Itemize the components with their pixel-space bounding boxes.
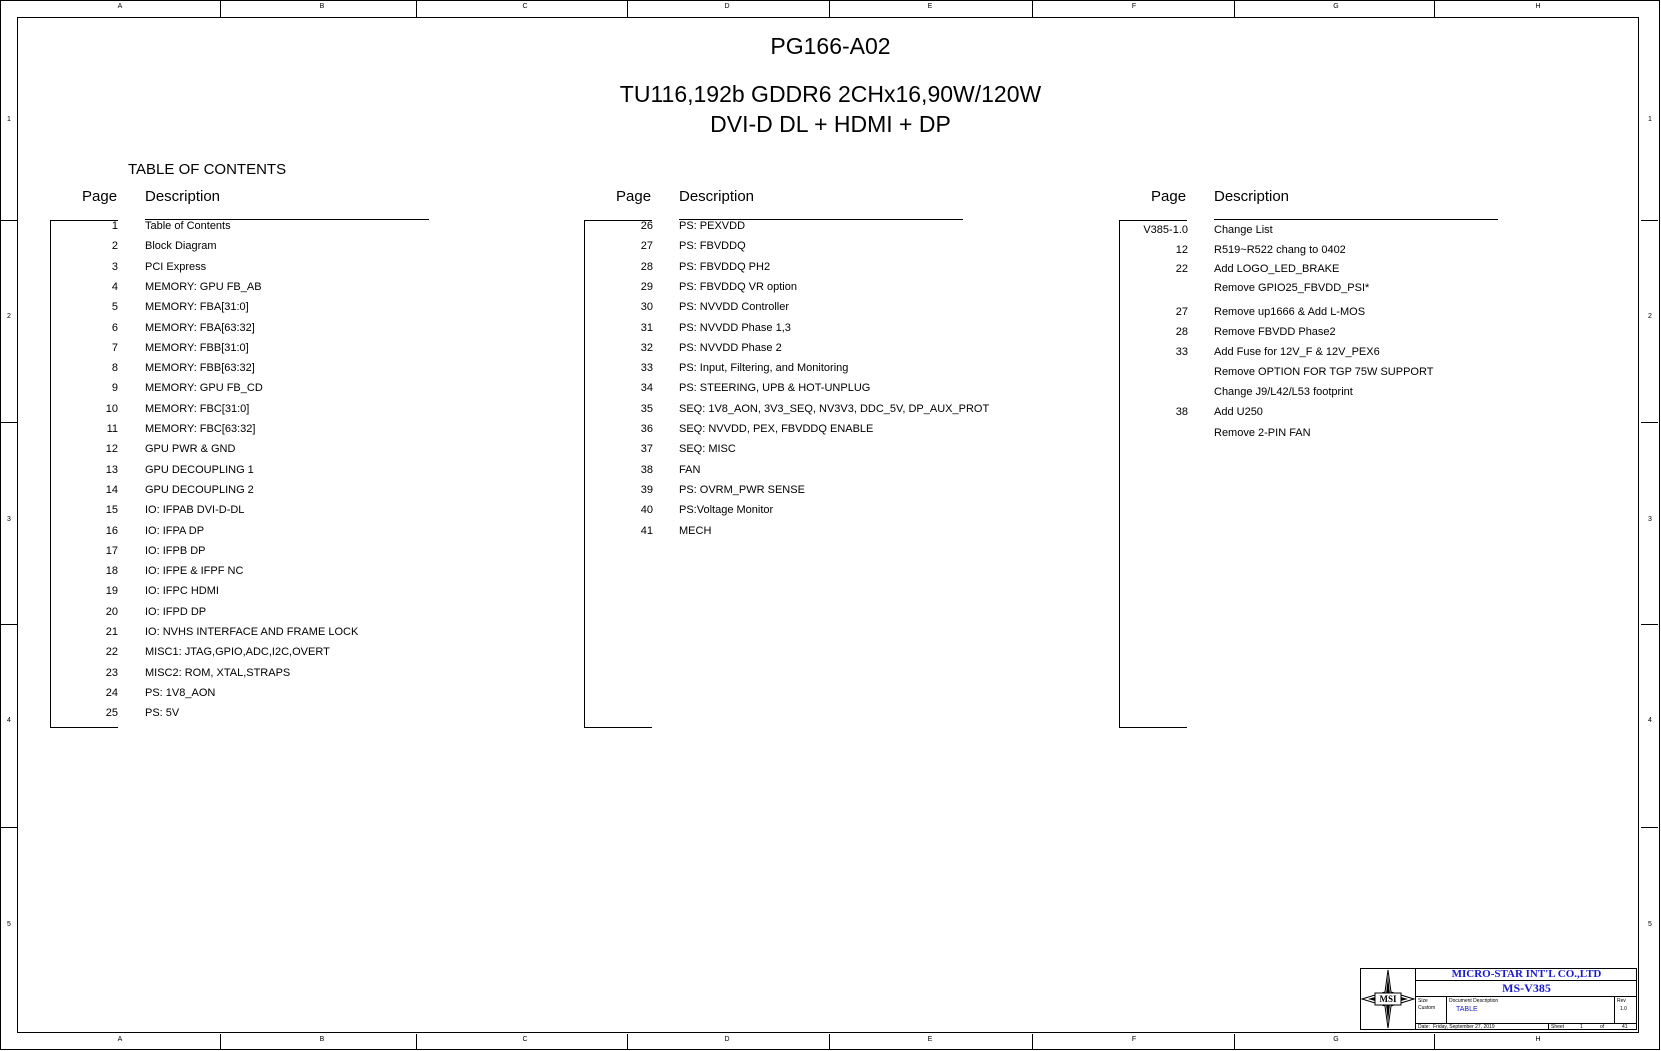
toc-page-number: 25: [105, 707, 118, 720]
col1-desc-header: Description: [145, 188, 221, 205]
toc-description: MEMORY: GPU FB_CD: [145, 382, 263, 395]
board-number: PG166-A02: [770, 33, 891, 59]
of-value: 41: [1622, 1024, 1628, 1030]
spec-line-2: DVI-D DL + HDMI + DP: [710, 111, 951, 137]
col2-desc-header: Description: [679, 188, 755, 205]
zone-tick: [1434, 1034, 1435, 1050]
zone-letter-bot: H: [1535, 1036, 1541, 1043]
sheet-value: 1: [1580, 1024, 1583, 1030]
toc-description: GPU DECOUPLING 2: [145, 483, 254, 496]
zone-letter-top: C: [522, 3, 528, 10]
toc-page-number: 31: [640, 321, 653, 334]
toc-description: Add LOGO_LED_BRAKE: [1214, 263, 1340, 275]
toc-page-number: 40: [640, 504, 653, 517]
zone-letter-bot: D: [724, 1036, 730, 1043]
toc-description: PS:Voltage Monitor: [679, 504, 774, 517]
toc-heading: TABLE OF CONTENTS: [128, 161, 287, 178]
toc-description: SEQ: MISC: [679, 443, 736, 456]
tb-divider-rev: [1614, 996, 1615, 1023]
col1-page-header: Page: [82, 188, 118, 205]
toc-description: PS: STEERING, UPB & HOT-UNPLUG: [679, 382, 871, 395]
toc-description: MECH: [679, 524, 712, 537]
tb-divider-size: [1446, 996, 1447, 1023]
zone-number-right: 1: [1648, 116, 1652, 123]
board-spec: [0, 79, 1661, 139]
zone-tick: [829, 1034, 830, 1050]
zone-number-left: 5: [7, 921, 11, 928]
rev-label: Rev: [1617, 998, 1626, 1004]
toc-page-number: 8: [111, 362, 118, 375]
toc-page-number: 20: [105, 605, 118, 618]
zone-number-left: 3: [7, 516, 11, 523]
zone-tick: [1, 220, 18, 221]
col2-page-box-bottom: [584, 727, 652, 728]
toc-page-number: 13: [105, 463, 118, 476]
toc-page-number: 4: [111, 280, 118, 293]
zone-tick: [1032, 1, 1033, 17]
toc-page-number: 2: [111, 240, 118, 253]
toc-description: Remove 2-PIN FAN: [1214, 427, 1311, 439]
zone-letter-top: F: [1131, 3, 1137, 10]
toc-description: Remove GPIO25_FBVDD_PSI*: [1214, 282, 1370, 294]
zone-tick: [627, 1034, 628, 1050]
toc-page-number: 36: [640, 423, 653, 435]
toc-page-number: 10: [105, 402, 118, 415]
toc-description: GPU PWR & GND: [145, 443, 236, 456]
toc-page-number: 38: [640, 463, 653, 476]
toc-description: PS: OVRM_PWR SENSE: [679, 483, 805, 496]
date-label: Date:: [1418, 1024, 1430, 1030]
toc-description: IO: IFPE & IFPF NC: [145, 565, 244, 578]
toc-page-number: 32: [640, 341, 653, 354]
toc-description: Change J9/L42/L53 footprint: [1214, 386, 1353, 398]
msi-star-icon: [1360, 968, 1416, 1030]
toc-description: PS: FBVDDQ VR option: [679, 280, 797, 293]
zone-tick: [1641, 624, 1658, 625]
zone-number-right: 5: [1648, 921, 1652, 928]
zone-number-right: 4: [1648, 717, 1652, 724]
toc-description: MISC1: JTAG,GPIO,ADC,I2C,OVERT: [145, 646, 330, 659]
toc-description: PS: 1V8_AON: [145, 686, 216, 699]
toc-page-number: 12: [105, 443, 118, 456]
col1-page-box-left: [50, 220, 51, 728]
toc-page-number: 37: [640, 443, 653, 456]
toc-page-number: 38: [1175, 406, 1188, 418]
toc-description: IO: IFPC HDMI: [145, 585, 219, 598]
toc-page-number: 17: [105, 544, 118, 557]
logo-text: MSI: [1379, 994, 1397, 1004]
zone-tick: [416, 1, 417, 17]
zone-number-right: 2: [1648, 313, 1652, 320]
zone-tick: [1, 624, 18, 625]
toc-page-number: 5: [111, 301, 118, 314]
toc-page-number: 33: [1175, 346, 1188, 358]
toc-page-number: 11: [106, 423, 118, 435]
toc-description: MEMORY: FBB[63:32]: [145, 362, 255, 375]
toc-description: IO: IFPB DP: [145, 544, 206, 557]
toc-page-number: 7: [111, 341, 118, 354]
zone-number-left: 2: [7, 313, 11, 320]
toc-page-number: 22: [1175, 263, 1188, 275]
toc-description: SEQ: 1V8_AON, 3V3_SEQ, NV3V3, DDC_5V, DP_AUX_PROT: [679, 402, 990, 415]
toc-description: MEMORY: FBA[63:32]: [145, 321, 255, 334]
toc-page-number: 28: [640, 260, 653, 273]
zone-tick: [1234, 1034, 1235, 1050]
toc-description: IO: IFPA DP: [145, 524, 205, 537]
toc-page-number: 12: [1175, 244, 1188, 256]
col1-page-box-bottom: [50, 727, 118, 728]
zone-tick: [1, 827, 18, 828]
toc-page-number: 16: [105, 524, 118, 537]
toc-page-number: 27: [640, 240, 653, 253]
col3-page-box-bottom: [1119, 727, 1187, 728]
toc-description: MEMORY: FBB[31:0]: [145, 341, 249, 354]
toc-description: PS: Input, Filtering, and Monitoring: [679, 362, 849, 375]
toc-page-number: 30: [640, 301, 653, 314]
zone-number-left: 4: [7, 717, 11, 724]
toc-description: GPU DECOUPLING 1: [145, 463, 254, 476]
toc-page-number: V385-1.0: [1143, 224, 1188, 236]
size-label: Size: [1418, 998, 1428, 1004]
toc-page-number: 3: [111, 260, 118, 273]
toc-description: PS: FBVDDQ PH2: [679, 260, 771, 273]
zone-letter-bot: C: [522, 1036, 528, 1043]
spec-line-1: TU116,192b GDDR6 2CHx16,90W/120W: [619, 81, 1042, 107]
msi-logo: [1360, 968, 1416, 1030]
toc-page-number: 14: [105, 483, 118, 496]
zone-tick: [1641, 422, 1658, 423]
zone-tick: [1032, 1034, 1033, 1050]
toc-description: IO: IFPD DP: [145, 605, 207, 618]
toc-description: PS: NVVDD Phase 1,3: [679, 321, 791, 334]
zone-tick: [416, 1034, 417, 1050]
toc-description: Change List: [1214, 224, 1273, 236]
toc-description: PS: NVVDD Phase 2: [679, 341, 782, 354]
zone-letter-bot: F: [1131, 1036, 1137, 1043]
toc-page-number: 27: [1175, 306, 1188, 318]
toc-description: MISC2: ROM, XTAL,STRAPS: [145, 666, 291, 679]
zone-number-right: 3: [1648, 516, 1652, 523]
zone-tick: [1234, 1, 1235, 17]
col3-desc-rule: [1214, 219, 1498, 220]
tb-rule-2: [1416, 996, 1637, 997]
toc-page-number: 6: [111, 321, 118, 334]
date-value: Friday, September 27, 2019: [1433, 1024, 1495, 1030]
toc-description: FAN: [679, 463, 701, 476]
toc-page-number: 35: [640, 402, 653, 415]
toc-description: PS: 5V: [145, 707, 180, 720]
toc-page-number: 19: [105, 585, 118, 598]
zone-letter-top: H: [1535, 3, 1541, 10]
doc-value: TABLE: [1456, 1006, 1478, 1013]
toc-description: PS: PEXVDD: [679, 220, 746, 232]
toc-description: PS: NVVDD Controller: [679, 301, 790, 314]
zone-letter-top: B: [319, 3, 325, 10]
zone-letter-top: E: [927, 3, 933, 10]
tb-divider-sheet: [1548, 1023, 1549, 1030]
col3-page-box-top: [1119, 220, 1187, 221]
toc-page-number: 1: [111, 220, 118, 232]
toc-page-number: 22: [105, 646, 118, 659]
zone-letter-top: A: [117, 3, 123, 10]
zone-tick: [220, 1, 221, 17]
toc-description: Block Diagram: [145, 240, 217, 253]
toc-description: Remove up1666 & Add L-MOS: [1214, 306, 1366, 318]
zone-letter-bot: A: [117, 1036, 123, 1043]
toc-page-number: 24: [105, 686, 118, 699]
zone-letter-top: D: [724, 3, 730, 10]
toc-page-number: 26: [640, 220, 653, 232]
toc-description: IO: NVHS INTERFACE AND FRAME LOCK: [145, 626, 359, 638]
toc-description: MEMORY: GPU FB_AB: [145, 280, 262, 293]
toc-description: Remove OPTION FOR TGP 75W SUPPORT: [1214, 366, 1434, 378]
sheet-label: Sheet: [1551, 1024, 1565, 1030]
model-name: MS-V385: [1502, 981, 1551, 995]
zone-letter-top: G: [1333, 3, 1339, 10]
rev-value: 1.0: [1620, 1006, 1627, 1012]
of-label: of: [1600, 1024, 1605, 1030]
zone-tick: [627, 1, 628, 17]
toc-description: Add U250: [1214, 406, 1263, 418]
toc-description: Add Fuse for 12V_F & 12V_PEX6: [1214, 346, 1380, 358]
col3-desc-header: Description: [1214, 188, 1290, 205]
toc-page-number: 23: [105, 666, 118, 679]
company-name: MICRO-STAR INT'L CO.,LTD: [1451, 968, 1602, 980]
toc-page-number: 28: [1175, 326, 1188, 338]
toc-description: R519~R522 chang to 0402: [1214, 244, 1346, 256]
zone-tick: [1641, 220, 1658, 221]
toc-page-number: 9: [111, 382, 118, 395]
zone-letter-bot: B: [319, 1036, 325, 1043]
toc-page-number: 34: [640, 382, 653, 395]
col3-page-box-left: [1119, 220, 1120, 728]
doc-label: Document Description: [1449, 998, 1499, 1004]
toc-description: Remove FBVDD Phase2: [1214, 326, 1336, 338]
toc-description: IO: IFPAB DVI-D-DL: [145, 504, 245, 517]
toc-description: SEQ: NVVDD, PEX, FBVDDQ ENABLE: [679, 423, 874, 435]
zone-tick: [829, 1, 830, 17]
col2-page-header: Page: [616, 188, 652, 205]
toc-description: PCI Express: [145, 260, 207, 273]
toc-description: PS: FBVDDQ: [679, 240, 746, 253]
zone-number-left: 1: [7, 116, 11, 123]
toc-page-number: 41: [640, 524, 653, 537]
zone-letter-bot: E: [927, 1036, 933, 1043]
col2-page-box-left: [584, 220, 585, 728]
zone-tick: [1, 422, 18, 423]
col3-page-header: Page: [1151, 188, 1187, 205]
zone-letter-bot: G: [1333, 1036, 1339, 1043]
toc-page-number: 15: [105, 504, 118, 517]
toc-description: MEMORY: FBA[31:0]: [145, 301, 249, 314]
toc-page-number: 29: [640, 280, 653, 293]
toc-page-number: 21: [105, 626, 118, 638]
zone-tick: [1434, 1, 1435, 17]
toc-page-number: 18: [105, 565, 118, 578]
toc-page-number: 39: [640, 483, 653, 496]
zone-tick: [1641, 827, 1658, 828]
toc-description: MEMORY: FBC[31:0]: [145, 402, 250, 415]
toc-description: MEMORY: FBC[63:32]: [145, 423, 256, 435]
toc-description: Table of Contents: [145, 220, 231, 232]
size-value: Custom: [1418, 1005, 1436, 1011]
toc-page-number: 33: [640, 362, 653, 375]
zone-tick: [220, 1034, 221, 1050]
